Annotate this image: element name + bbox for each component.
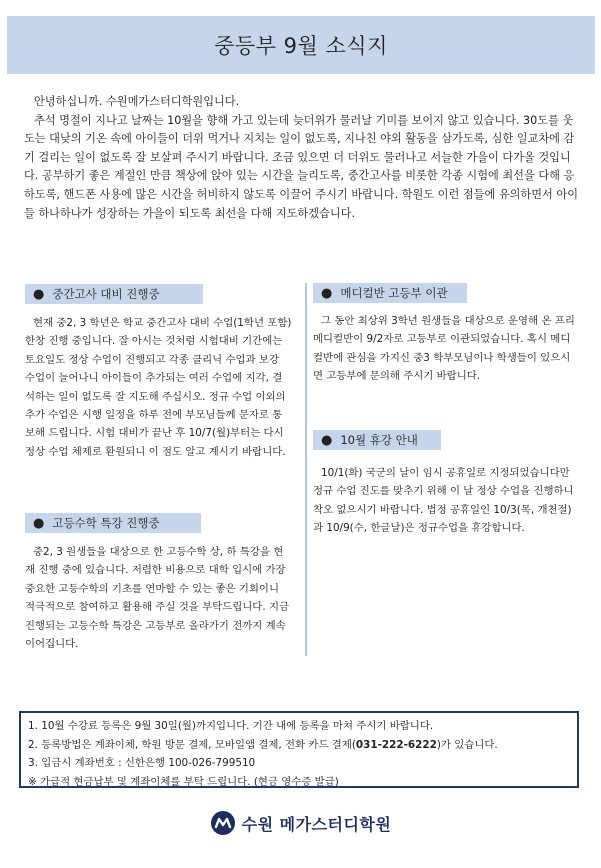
info-phone-number: 031-222-6222 [355,738,437,751]
section-title-medical: 메디컬반 고등부 이관 [340,286,448,300]
info-line-payment [28,736,577,755]
info-line-note: ※ 가급적 현금납부 및 계좌이체를 부탁 드립니다. (현금 영수증 발급) [28,775,339,788]
column-divider [305,283,307,656]
mega-logo-icon [210,810,236,836]
page-title: 중등부 9월 소식지 [214,34,388,58]
footer-logo [0,803,601,843]
section-heading-math [25,513,201,533]
bullet-icon: ● [33,515,45,531]
bullet-icon: ● [321,285,333,301]
title-banner [7,16,595,74]
bullet-icon: ● [33,286,45,302]
info-payment-prefix: 2. 등록방법은 계좌이체, 학원 방문 결제, 모바일앱 결제, 전화 카드 결제( [28,738,356,751]
section-body-math: 중2, 3 원생들을 대상으로 한 고등수학 상, 하 특강을 현재 진행 중에 있습니다. 저렴한 비용으로 대학 입시에 가장 중요한 고등수학의 기초를 연마할 수 있는 좋은 기회이니 적극적으로 참여하고 활용해 주실 것을 부탁드립니다. 지금 진행되는 고등수학 특강은 고등부로 올라가기 전까지 계속 이어집니다. [25,546,290,651]
intro-body: 추석 명절이 지나고 날짜는 10월을 향해 가고 있는데 늦더위가 물러날 기미를 보이지 않고 있습니다. 30도를 웃도는 대낮의 기온 속에 아이들이 더위 먹거나 지치는 일이 없도록, 지나친 야외 활동을 삼가도록, 심한 일교차에 감기 걸리는 일이 없도록 잘 보살펴 주시기 바랍니다. 조금 있으면 더 더위도 물러나고 서늘한 가을이 다가올 것입니다. 공부하기 좋은 계절인 만큼 책상에 앉아 있는 시간을 늘리도록, 중간고사를 비롯한 각종 시험에 최선을 다해 응하도록, 핸드폰 사용에 많은 시간을 허비하지 않도록 이끌어 주시기 바랍니다. 학원도 이런 점들에 유의하면서 아이들 하나하나가 성장하는 가을이 되도록 최선을 다해 지도하겠습니다. [24,113,579,220]
info-payment-suffix: )가 있습니다. [436,738,498,751]
section-title-holiday: 10월 휴강 안내 [340,433,418,447]
info-line-deadline: 1. 10월 수강료 등록은 9월 30일(월)까지입니다. 기간 내에 등록을 마쳐 주시기 바랍니다. [28,720,434,732]
section-body-midterm: 현재 중2, 3 학년은 학교 중간고사 대비 수업(1학년 포함) 한창 진행 중입니다. 잘 아시는 것처럼 시험대비 기간에는 토요일도 정상 수업이 진행되고 각종 클리닉 수업과 보강 수업이 늘어나니 아이들이 추가되는 여러 수업에 지각, 결석하는 일이 없도록 잘 지도해 주십시오. 정규 수업 이외의 추가 수업은 시행 일정을 하루 전에 부모님들께 문자로 통보해 드립니다. 시험 대비가 끝난 후 10/7(월)부터는 다시 정상 수업 체제로 환원되니 이 점도 알고 계시기 바랍니다. [25,317,292,458]
registration-info-box [19,711,579,788]
section-title-midterm: 중간고사 대비 진행중 [52,287,160,301]
section-title-math: 고등수학 특강 진행중 [52,516,160,530]
section-body-medical: 그 동안 최상위 3학년 원생들을 대상으로 운영해 온 프리메디컬반이 9/2자로 고등부로 이관되었습니다. 혹시 메디컬반에 관심을 가지신 중3 학부모님이나 학생들이 있으시면 고등부에 문의해 주시기 바랍니다. [313,315,575,383]
bullet-icon: ● [321,432,333,448]
logo-text: 수원 메가스터디학원 [241,814,392,834]
info-line-account: 3. 입금시 계좌번호 : 신한은행 100-026-799510 [28,757,256,770]
section-heading-holiday [313,430,441,450]
section-heading-medical [313,283,467,303]
section-body-holiday: 10/1(화) 국군의 날이 임시 공휴일로 지정되었습니다만 정규 수업 진도를 맞추기 위해 이 날 정상 수업을 진행하니 착오 없으시기 바랍니다. 법정 공휴일인 10/3(목, 개천절)과 10/9(수, 한글날)은 정규수업을 휴강합니다. [313,467,574,535]
section-heading-midterm [25,284,203,304]
intro-section [24,93,580,223]
intro-greeting: 안녕하십니까. 수원메가스터디학원입니다. [34,95,240,108]
